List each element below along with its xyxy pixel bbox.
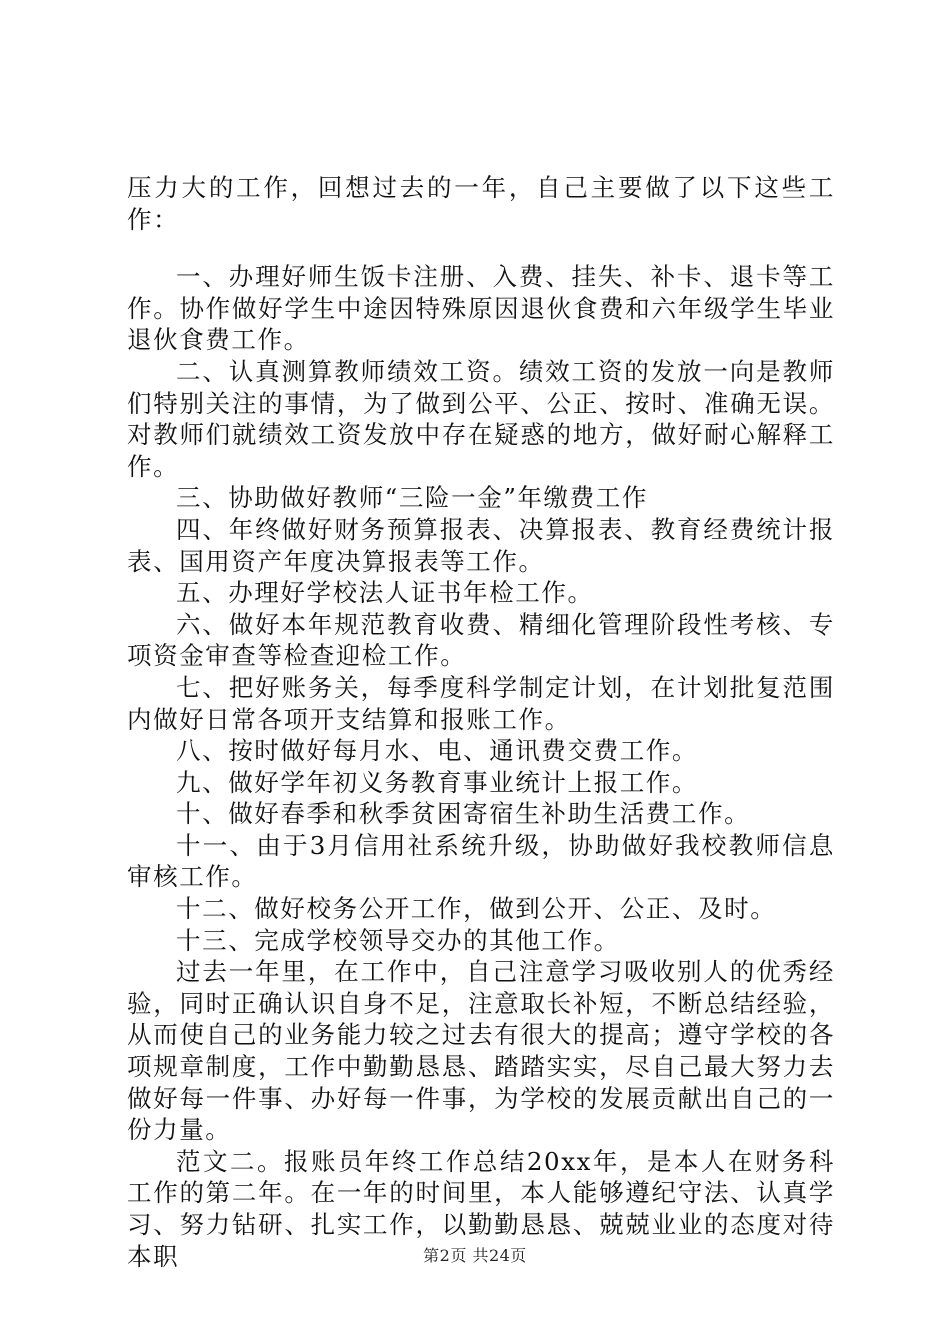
paragraph-item-9: 九、做好学年初义务教育事业统计上报工作。	[176, 767, 698, 797]
paragraph-item-7: 七、把好账务关，每季度科学制定计划，在计划批复范围内做好日常各项开支结算和报账工作。	[127, 672, 835, 734]
paragraph-item-5: 五、办理好学校法人证书年检工作。	[176, 578, 594, 608]
paragraph-intro: 压力大的工作，回想过去的一年，自己主要做了以下这些工作：	[127, 173, 835, 234]
paragraph-item-8: 八、按时做好每月水、电、通讯费交费工作。	[176, 736, 698, 766]
paragraph-item-13: 十三、完成学校领导交办的其他工作。	[176, 925, 620, 955]
paragraph-item-12: 十二、做好校务公开工作，做到公开、公正、及时。	[176, 894, 777, 924]
paragraph-item-3: 三、协助做好教师“三险一金”年缴费工作	[176, 483, 648, 513]
page-footer: 第2页 共24页	[423, 1246, 527, 1265]
paragraph-item-10: 十、做好春季和秋季贫困寄宿生补助生活费工作。	[176, 799, 751, 829]
paragraph-item-1: 一、办理好师生饭卡注册、入费、挂失、补卡、退卡等工作。协作做好学生中途因特殊原因退伙食费和六年级学生毕业退伙食费工作。	[127, 262, 835, 355]
body-text	[127, 172, 835, 1272]
paragraph-sample-two: 范文二。报账员年终工作总结20xx年，是本人在财务科工作的第二年。在一年的时间里，本人能够遵纪守法、认真学习、努力钻研、扎实工作，以勤勤恳恳、兢兢业业的态度对待本职	[127, 1146, 835, 1271]
paragraph-item-11: 十一、由于3月信用社系统升级，协助做好我校教师信息审核工作。	[127, 830, 835, 892]
paragraph-item-6: 六、做好本年规范教育收费、精细化管理阶段性考核、专项资金审查等检查迎检工作。	[127, 609, 835, 671]
paragraph-item-2: 二、认真测算教师绩效工资。绩效工资的发放一向是教师们特别关注的事情，为了做到公平、公正、按时、准确无误。对教师们就绩效工资发放中存在疑惑的地方，做好耐心解释工作。	[127, 356, 835, 481]
paragraph-summary: 过去一年里，在工作中，自己注意学习吸收别人的优秀经验，同时正确认识自身不足，注意取长补短，不断总结经验，从而使自己的业务能力较之过去有很大的提高；遵守学校的各项规章制度，工作中勤勤恳恳、踏踏实实，尽自己最大努力去做好每一件事、办好每一件事，为学校的发展贡献出自己的一份力量。	[127, 957, 835, 1145]
paragraph-item-4: 四、年终做好财务预算报表、决算报表、教育经费统计报表、国用资产年度决算报表等工作。	[127, 514, 835, 576]
